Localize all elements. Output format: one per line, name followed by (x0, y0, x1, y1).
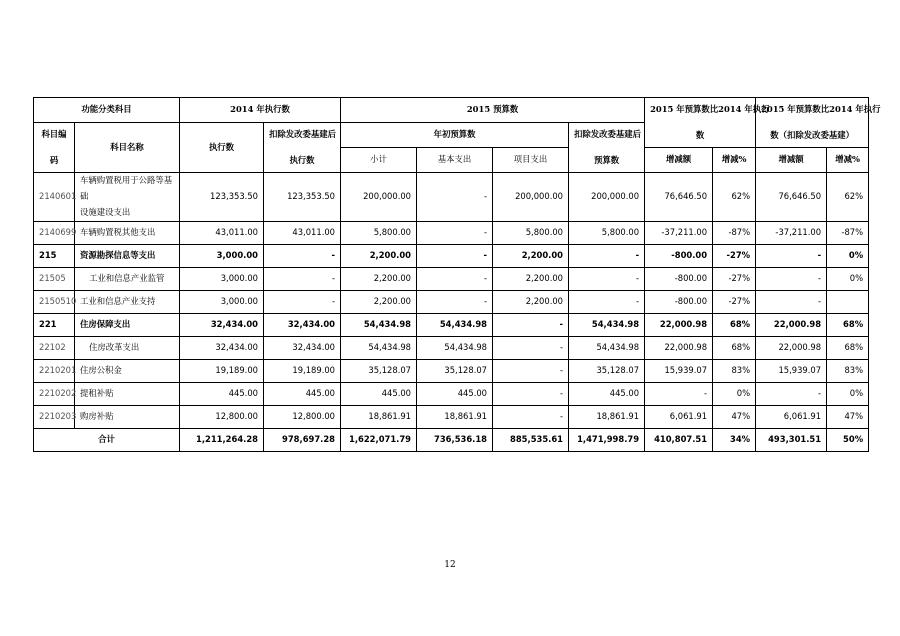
row-change-amount-2: 76,646.50 (756, 173, 827, 222)
total-change-pct-1: 34% (713, 428, 756, 451)
row-change-amount-1: 22,000.98 (645, 313, 713, 336)
row-change-pct-2: 0% (827, 244, 869, 267)
row-change-pct-1: -27% (713, 244, 756, 267)
row-code: 215 (34, 244, 75, 267)
header-subtotal: 小计 (341, 148, 417, 173)
row-subtotal: 35,128.07 (341, 359, 417, 382)
row-budget-deduct: 35,128.07 (569, 359, 645, 382)
row-change-amount-1: 76,646.50 (645, 173, 713, 222)
table-row (34, 173, 869, 222)
header-code (34, 123, 75, 173)
header-budget-2015: 2015 预算数 (341, 98, 645, 123)
header-change-pct-2: 增减% (827, 148, 869, 173)
row-deduct: 445.00 (264, 382, 341, 405)
row-budget-deduct: 200,000.00 (569, 173, 645, 222)
row-subtotal: 2,200.00 (341, 267, 417, 290)
row-exec: 3,000.00 (180, 290, 264, 313)
row-change-amount-1: -37,211.00 (645, 221, 713, 244)
row-change-amount-2: 22,000.98 (756, 336, 827, 359)
row-code: 21505 (34, 267, 75, 290)
row-project: 2,200.00 (493, 244, 569, 267)
total-budget-deduct: 1,471,998.79 (569, 428, 645, 451)
row-code: 2150510 (34, 290, 75, 313)
row-deduct: - (264, 267, 341, 290)
total-basic: 736,536.18 (417, 428, 493, 451)
row-name-line1: 车辆购置税用于公路等基础 (80, 175, 173, 201)
table-row (34, 336, 869, 359)
row-subtotal: 54,434.98 (341, 336, 417, 359)
row-code: 2210203 (34, 405, 75, 428)
row-budget-deduct: - (569, 290, 645, 313)
header-functional-class: 功能分类科目 (34, 98, 180, 123)
row-code: 2140601 (34, 173, 75, 222)
row-change-pct-1: -87% (713, 221, 756, 244)
row-budget-deduct: 445.00 (569, 382, 645, 405)
header-project: 项目支出 (493, 148, 569, 173)
row-name: 住房公积金 (75, 359, 180, 382)
total-subtotal: 1,622,071.79 (341, 428, 417, 451)
table-row (34, 359, 869, 382)
row-project: 2,200.00 (493, 290, 569, 313)
total-change-amount-2: 493,301.51 (756, 428, 827, 451)
row-subtotal: 2,200.00 (341, 290, 417, 313)
row-code: 2210201 (34, 359, 75, 382)
header-budget-deduct-line1: 扣除发改委基建后 (574, 129, 642, 140)
row-project: 200,000.00 (493, 173, 569, 222)
header-code-line1: 科目编 (41, 129, 67, 140)
header-deduct-line2: 执行数 (289, 154, 315, 165)
row-subtotal: 445.00 (341, 382, 417, 405)
row-name: 工业和信息产业支持 (75, 290, 180, 313)
row-project: 5,800.00 (493, 221, 569, 244)
row-project: - (493, 313, 569, 336)
row-change-pct-2: 0% (827, 267, 869, 290)
row-budget-deduct: 54,434.98 (569, 336, 645, 359)
row-subtotal: 18,861.91 (341, 405, 417, 428)
row-deduct: 123,353.50 (264, 173, 341, 222)
row-deduct: 43,011.00 (264, 221, 341, 244)
row-basic: - (417, 290, 493, 313)
row-basic: - (417, 221, 493, 244)
row-project: - (493, 336, 569, 359)
header-exec-2014: 2014 年执行数 (180, 98, 341, 123)
row-budget-deduct: 18,861.91 (569, 405, 645, 428)
row-name: 车辆购置税其他支出 (75, 221, 180, 244)
row-basic: 54,434.98 (417, 336, 493, 359)
row-basic: 54,434.98 (417, 313, 493, 336)
row-project: - (493, 405, 569, 428)
row-exec: 3,000.00 (180, 244, 264, 267)
row-change-pct-1: 47% (713, 405, 756, 428)
total-project: 885,535.61 (493, 428, 569, 451)
row-subtotal: 2,200.00 (341, 244, 417, 267)
page-number: 12 (444, 560, 456, 570)
table-row (34, 405, 869, 428)
budget-table (33, 97, 881, 452)
total-exec: 1,211,264.28 (180, 428, 264, 451)
row-basic: - (417, 244, 493, 267)
total-deduct: 978,697.28 (264, 428, 341, 451)
row-change-amount-1: 22,000.98 (645, 336, 713, 359)
row-name-line2: 设施建设支出 (80, 206, 131, 217)
row-basic: 35,128.07 (417, 359, 493, 382)
total-change-pct-2: 50% (827, 428, 869, 451)
row-exec: 32,434.00 (180, 313, 264, 336)
header-compare-excluding (756, 98, 881, 148)
row-subtotal: 5,800.00 (341, 221, 417, 244)
row-name: 购房补贴 (75, 405, 180, 428)
row-change-amount-2: - (756, 244, 827, 267)
row-exec: 3,000.00 (180, 267, 264, 290)
row-change-pct-1: -27% (713, 267, 756, 290)
header-deduct-line1: 扣除发改委基建后 (269, 129, 336, 140)
row-exec: 43,011.00 (180, 221, 264, 244)
table-row (34, 313, 869, 336)
header-deduct (264, 123, 341, 173)
row-deduct: - (264, 290, 341, 313)
row-basic: 18,861.91 (417, 405, 493, 428)
row-subtotal: 200,000.00 (341, 173, 417, 222)
row-change-amount-2: -37,211.00 (756, 221, 827, 244)
row-change-pct-2: 62% (827, 173, 869, 222)
row-change-pct-1: 0% (713, 382, 756, 405)
row-change-pct-1: 62% (713, 173, 756, 222)
row-change-amount-2: 6,061.91 (756, 405, 827, 428)
row-change-pct-2: 83% (827, 359, 869, 382)
row-deduct: - (264, 244, 341, 267)
table-row (34, 267, 869, 290)
row-name (75, 173, 180, 222)
header-change-amount-1: 增减额 (645, 148, 713, 173)
row-name: 工业和信息产业监管 (75, 267, 180, 290)
row-change-amount-1: -800.00 (645, 244, 713, 267)
row-change-pct-2: 47% (827, 405, 869, 428)
header-compare-excluding-line1: 2015 年预算数比2014 年执行 (761, 104, 881, 115)
row-change-amount-2: 15,939.07 (756, 359, 827, 382)
table-row (34, 382, 869, 405)
row-budget-deduct: 54,434.98 (569, 313, 645, 336)
row-code: 2210202 (34, 382, 75, 405)
row-change-pct-1: 68% (713, 313, 756, 336)
header-compare-excluding-line2: 数（扣除发改委基建） (770, 129, 854, 140)
row-project: 2,200.00 (493, 267, 569, 290)
header-change-pct-1: 增减% (713, 148, 756, 173)
row-budget-deduct: - (569, 267, 645, 290)
row-change-amount-1: - (645, 382, 713, 405)
table-row (34, 290, 869, 313)
header-compare-2014-line1: 2015 年预算数比2014 年执行 (650, 104, 770, 115)
row-subtotal: 54,434.98 (341, 313, 417, 336)
row-change-pct-2 (827, 290, 869, 313)
row-basic: - (417, 267, 493, 290)
row-change-pct-2: -87% (827, 221, 869, 244)
row-deduct: 12,800.00 (264, 405, 341, 428)
row-name: 住房保障支出 (75, 313, 180, 336)
row-code: 2140699 (34, 221, 75, 244)
row-change-pct-2: 68% (827, 313, 869, 336)
total-label: 合计 (34, 428, 180, 451)
row-change-amount-1: 6,061.91 (645, 405, 713, 428)
row-change-pct-1: -27% (713, 290, 756, 313)
row-basic: 445.00 (417, 382, 493, 405)
header-compare-2014-line2: 数 (695, 129, 705, 140)
header-basic: 基本支出 (417, 148, 493, 173)
row-code: 22102 (34, 336, 75, 359)
row-project: - (493, 359, 569, 382)
table-row (34, 244, 869, 267)
row-change-pct-1: 83% (713, 359, 756, 382)
row-change-amount-2: 22,000.98 (756, 313, 827, 336)
row-change-amount-2: - (756, 290, 827, 313)
row-deduct: 32,434.00 (264, 336, 341, 359)
header-change-amount-2: 增减额 (756, 148, 827, 173)
row-change-pct-2: 68% (827, 336, 869, 359)
row-exec: 445.00 (180, 382, 264, 405)
row-deduct: 19,189.00 (264, 359, 341, 382)
row-project: - (493, 382, 569, 405)
header-code-line2: 码 (49, 154, 59, 165)
row-change-amount-1: -800.00 (645, 267, 713, 290)
header-exec-amount: 执行数 (180, 123, 264, 173)
row-exec: 32,434.00 (180, 336, 264, 359)
header-budget-deduct-line2: 预算数 (593, 154, 620, 165)
row-budget-deduct: - (569, 244, 645, 267)
row-basic: - (417, 173, 493, 222)
row-name: 提租补贴 (75, 382, 180, 405)
header-row-1 (34, 98, 869, 123)
row-name: 住房改革支出 (75, 336, 180, 359)
row-change-amount-1: 15,939.07 (645, 359, 713, 382)
header-subject-name: 科目名称 (75, 123, 180, 173)
row-exec: 19,189.00 (180, 359, 264, 382)
row-code: 221 (34, 313, 75, 336)
header-compare-2014 (645, 98, 770, 148)
header-budget-deduct (569, 123, 645, 173)
row-exec: 12,800.00 (180, 405, 264, 428)
row-change-amount-2: - (756, 382, 827, 405)
row-name: 资源勘探信息等支出 (75, 244, 180, 267)
row-change-amount-2: - (756, 267, 827, 290)
total-row (34, 428, 869, 451)
total-change-amount-1: 410,807.51 (645, 428, 713, 451)
row-budget-deduct: 5,800.00 (569, 221, 645, 244)
header-initial-budget: 年初预算数 (341, 123, 569, 148)
table-row (34, 221, 869, 244)
row-change-amount-1: -800.00 (645, 290, 713, 313)
row-deduct: 32,434.00 (264, 313, 341, 336)
row-change-pct-1: 68% (713, 336, 756, 359)
row-change-pct-2: 0% (827, 382, 869, 405)
row-exec: 123,353.50 (180, 173, 264, 222)
